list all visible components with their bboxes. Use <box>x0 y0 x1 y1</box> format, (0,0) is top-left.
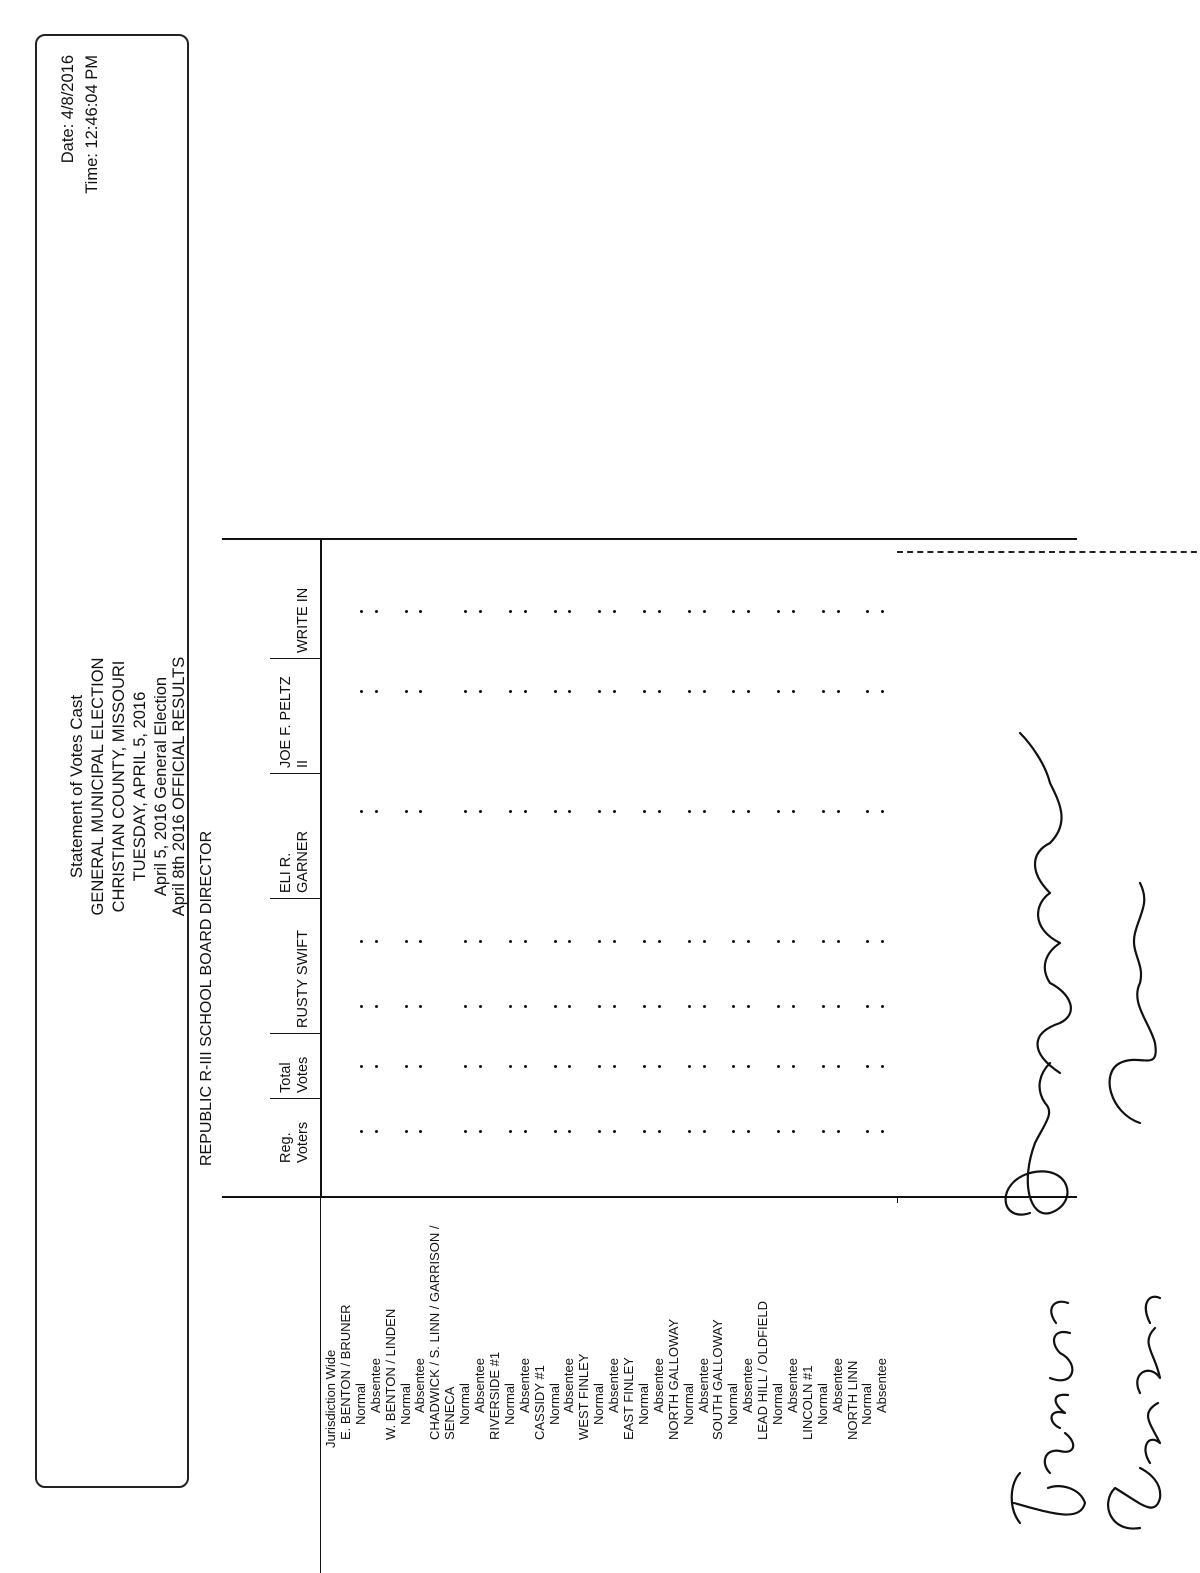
empty-cell-dot <box>375 690 378 693</box>
empty-cell-dot <box>777 810 780 813</box>
empty-cell-dot <box>613 940 616 943</box>
empty-cell-dot <box>598 610 601 613</box>
empty-cell-dot <box>479 1130 482 1133</box>
empty-cell-dot <box>509 690 512 693</box>
empty-cell-dot <box>703 610 706 613</box>
empty-cell-dot <box>479 940 482 943</box>
empty-cell-dot <box>509 1065 512 1068</box>
empty-cell-dot <box>375 1065 378 1068</box>
empty-cell-dot <box>554 610 557 613</box>
empty-cell-dot <box>837 1065 840 1068</box>
empty-cell-dot <box>658 690 661 693</box>
empty-cell-dot <box>792 810 795 813</box>
empty-cell-dot <box>658 1130 661 1133</box>
empty-cell-dot <box>568 940 571 943</box>
row-label: E. BENTON / BRUNER <box>337 1304 353 1440</box>
row-label: Normal <box>591 1383 607 1425</box>
empty-cell-dot <box>658 1065 661 1068</box>
row-label: Absentee <box>412 1358 428 1413</box>
empty-cell-dot <box>613 1005 616 1008</box>
empty-cell-dot <box>732 1005 735 1008</box>
empty-cell-dot <box>881 690 884 693</box>
empty-cell-dot <box>866 1005 869 1008</box>
empty-cell-dot <box>732 940 735 943</box>
empty-cell-dot <box>792 1005 795 1008</box>
empty-cell-dot <box>568 1130 571 1133</box>
empty-cell-dot <box>554 940 557 943</box>
empty-cell-dot <box>643 940 646 943</box>
row-label: Normal <box>397 1383 413 1425</box>
row-label: SENECA <box>442 1386 458 1440</box>
empty-cell-dot <box>554 810 557 813</box>
empty-cell-dot <box>643 1065 646 1068</box>
empty-cell-dot <box>747 1005 750 1008</box>
empty-cell-dot <box>643 690 646 693</box>
empty-cell-dot <box>405 690 408 693</box>
table-right-rule <box>222 538 1077 540</box>
row-label: Absentee <box>784 1358 800 1413</box>
empty-cell-dot <box>524 1005 527 1008</box>
empty-cell-dot <box>777 610 780 613</box>
empty-cell-dot <box>866 1065 869 1068</box>
empty-cell-dot <box>658 610 661 613</box>
empty-cell-dot <box>464 1065 467 1068</box>
row-label: LEAD HILL / OLDFIELD <box>755 1301 771 1440</box>
column-header-line2: II <box>295 759 311 768</box>
empty-cell-dot <box>643 1005 646 1008</box>
signature-3 <box>1006 733 1071 1215</box>
row-label: Normal <box>814 1383 830 1425</box>
empty-cell-dot <box>405 610 408 613</box>
empty-cell-dot <box>703 1005 706 1008</box>
empty-cell-dot <box>568 1065 571 1068</box>
empty-cell-dot <box>554 1130 557 1133</box>
empty-cell-dot <box>613 1065 616 1068</box>
empty-cell-dot <box>613 690 616 693</box>
empty-cell-dot <box>524 1130 527 1133</box>
column-header-line2: Votes <box>295 1056 311 1093</box>
empty-cell-dot <box>866 1130 869 1133</box>
row-label: Normal <box>501 1383 517 1425</box>
empty-cell-dot <box>822 1130 825 1133</box>
report-time: Time: 12:46:04 PM <box>83 55 101 194</box>
empty-cell-dot <box>360 940 363 943</box>
empty-cell-dot <box>792 690 795 693</box>
empty-cell-dot <box>837 810 840 813</box>
empty-cell-dot <box>598 940 601 943</box>
column-separator <box>270 898 320 899</box>
signatures <box>990 643 1200 1543</box>
empty-cell-dot <box>822 690 825 693</box>
empty-cell-dot <box>658 940 661 943</box>
empty-cell-dot <box>866 610 869 613</box>
empty-cell-dot <box>703 940 706 943</box>
empty-cell-dot <box>822 940 825 943</box>
empty-cell-dot <box>360 1065 363 1068</box>
empty-cell-dot <box>658 1005 661 1008</box>
empty-cell-dot <box>688 690 691 693</box>
empty-cell-dot <box>524 1065 527 1068</box>
empty-cell-dot <box>568 690 571 693</box>
empty-cell-dot <box>479 690 482 693</box>
row-label: Absentee <box>650 1358 666 1413</box>
empty-cell-dot <box>822 1065 825 1068</box>
empty-cell-dot <box>419 940 422 943</box>
row-label: Normal <box>457 1383 473 1425</box>
empty-cell-dot <box>568 610 571 613</box>
empty-cell-dot <box>792 610 795 613</box>
empty-cell-dot <box>598 1005 601 1008</box>
empty-cell-dot <box>524 690 527 693</box>
empty-cell-dot <box>464 610 467 613</box>
empty-cell-dot <box>866 940 869 943</box>
row-label: Absentee <box>367 1358 383 1413</box>
row-label: CHADWICK / S. LINN / GARRISON / <box>427 1225 443 1440</box>
empty-cell-dot <box>554 1065 557 1068</box>
empty-cell-dot <box>613 810 616 813</box>
empty-cell-dot <box>464 690 467 693</box>
empty-cell-dot <box>837 1130 840 1133</box>
empty-cell-dot <box>732 690 735 693</box>
election-date-line: TUESDAY, APRIL 5, 2016 <box>131 691 149 882</box>
empty-cell-dot <box>777 690 780 693</box>
empty-cell-dot <box>837 1005 840 1008</box>
empty-cell-dot <box>509 1130 512 1133</box>
empty-cell-dot <box>360 1130 363 1133</box>
empty-cell-dot <box>658 810 661 813</box>
empty-cell-dot <box>524 610 527 613</box>
empty-cell-dot <box>747 610 750 613</box>
column-header-line1: JOE F. PELTZ <box>278 676 294 768</box>
empty-cell-dot <box>732 1065 735 1068</box>
empty-cell-dot <box>479 1005 482 1008</box>
empty-cell-dot <box>881 610 884 613</box>
empty-cell-dot <box>837 690 840 693</box>
row-label: W. BENTON / LINDEN <box>382 1308 398 1440</box>
column-separator <box>270 1098 320 1099</box>
row-label: WEST FINLEY <box>576 1353 592 1440</box>
results-status-line: April 8th 2016 OFFICIAL RESULTS <box>170 656 188 917</box>
empty-cell-dot <box>419 1065 422 1068</box>
empty-cell-dot <box>419 810 422 813</box>
empty-cell-dot <box>375 1005 378 1008</box>
empty-cell-dot <box>568 810 571 813</box>
empty-cell-dot <box>732 610 735 613</box>
empty-cell-dot <box>375 940 378 943</box>
empty-cell-dot <box>777 940 780 943</box>
election-name: GENERAL MUNICIPAL ELECTION <box>89 657 107 916</box>
empty-cell-dot <box>405 1130 408 1133</box>
row-label: Normal <box>680 1383 696 1425</box>
empty-cell-dot <box>777 1065 780 1068</box>
empty-cell-dot <box>419 610 422 613</box>
signature-1 <box>1012 1302 1085 1523</box>
empty-cell-dot <box>688 940 691 943</box>
empty-cell-dot <box>703 1065 706 1068</box>
column-header-line1: ELI R. <box>278 852 294 893</box>
row-label: CASSIDY #1 <box>531 1365 547 1440</box>
crop-mark-left <box>897 1197 898 1203</box>
empty-cell-dot <box>747 940 750 943</box>
row-label: Normal <box>725 1383 741 1425</box>
column-header-line2: GARNER <box>295 830 311 893</box>
empty-cell-dot <box>866 690 869 693</box>
row-label: Absentee <box>561 1358 577 1413</box>
empty-cell-dot <box>792 1065 795 1068</box>
empty-cell-dot <box>881 810 884 813</box>
empty-cell-dot <box>479 810 482 813</box>
empty-cell-dot <box>792 940 795 943</box>
empty-cell-dot <box>598 690 601 693</box>
empty-cell-dot <box>747 1065 750 1068</box>
empty-cell-dot <box>777 1130 780 1133</box>
signature-4 <box>1110 883 1156 1123</box>
column-separator <box>270 773 320 774</box>
empty-cell-dot <box>479 610 482 613</box>
empty-cell-dot <box>360 810 363 813</box>
empty-cell-dot <box>881 1005 884 1008</box>
row-label: Absentee <box>695 1358 711 1413</box>
empty-cell-dot <box>643 610 646 613</box>
empty-cell-dot <box>822 1005 825 1008</box>
row-label: RIVERSIDE #1 <box>486 1351 502 1440</box>
row-label: LINCOLN #1 <box>799 1365 815 1440</box>
row-label: Normal <box>546 1383 562 1425</box>
empty-cell-dot <box>822 610 825 613</box>
empty-cell-dot <box>419 690 422 693</box>
empty-cell-dot <box>643 810 646 813</box>
row-label: Absentee <box>740 1358 756 1413</box>
empty-cell-dot <box>688 810 691 813</box>
empty-cell-dot <box>524 940 527 943</box>
empty-cell-dot <box>598 810 601 813</box>
empty-cell-dot <box>822 810 825 813</box>
county-line: CHRISTIAN COUNTY, MISSOURI <box>110 660 128 913</box>
crop-mark-horizontal <box>897 551 1200 553</box>
report-date: Date: 4/8/2016 <box>59 55 77 164</box>
header-divider-lower <box>320 540 322 1198</box>
column-separator <box>270 1033 320 1034</box>
empty-cell-dot <box>881 1130 884 1133</box>
row-label: Absentee <box>516 1358 532 1413</box>
signature-2 <box>1108 1297 1160 1529</box>
empty-cell-dot <box>419 1005 422 1008</box>
empty-cell-dot <box>479 1065 482 1068</box>
empty-cell-dot <box>598 1130 601 1133</box>
row-label: Normal <box>770 1383 785 1425</box>
contest-title: REPUBLIC R-III SCHOOL BOARD DIRECTOR <box>198 830 215 1166</box>
empty-cell-dot <box>837 940 840 943</box>
empty-cell-dot <box>464 1005 467 1008</box>
empty-cell-dot <box>881 1065 884 1068</box>
empty-cell-dot <box>777 1005 780 1008</box>
row-label: Absentee <box>606 1358 622 1413</box>
empty-cell-dot <box>554 1005 557 1008</box>
column-header-line2: WRITE IN <box>295 587 311 653</box>
row-label: NORTH GALLOWAY <box>665 1318 681 1440</box>
empty-cell-dot <box>464 1130 467 1133</box>
empty-cell-dot <box>509 810 512 813</box>
row-label: Normal <box>635 1383 651 1425</box>
empty-cell-dot <box>688 1005 691 1008</box>
row-label: Normal <box>352 1383 368 1425</box>
empty-cell-dot <box>881 940 884 943</box>
empty-cell-dot <box>524 810 527 813</box>
empty-cell-dot <box>405 1005 408 1008</box>
row-label: Absentee <box>829 1358 845 1413</box>
empty-cell-dot <box>375 610 378 613</box>
empty-cell-dot <box>688 1065 691 1068</box>
column-header-line1: Total <box>278 1062 294 1093</box>
empty-cell-dot <box>464 940 467 943</box>
empty-cell-dot <box>732 1130 735 1133</box>
empty-cell-dot <box>509 940 512 943</box>
empty-cell-dot <box>703 1130 706 1133</box>
empty-cell-dot <box>688 1130 691 1133</box>
row-label: Normal <box>859 1383 875 1425</box>
row-label: Absentee <box>472 1358 487 1413</box>
empty-cell-dot <box>747 1130 750 1133</box>
empty-cell-dot <box>688 610 691 613</box>
empty-cell-dot <box>360 1005 363 1008</box>
row-label: Absentee <box>874 1358 890 1413</box>
empty-cell-dot <box>703 810 706 813</box>
empty-cell-dot <box>866 810 869 813</box>
empty-cell-dot <box>643 1130 646 1133</box>
empty-cell-dot <box>419 1130 422 1133</box>
election-desc-line: April 5, 2016 General Election <box>152 676 170 897</box>
row-label: EAST FINLEY <box>621 1357 636 1440</box>
column-header-line2: RUSTY SWIFT <box>295 929 311 1028</box>
empty-cell-dot <box>509 1005 512 1008</box>
empty-cell-dot <box>405 1065 408 1068</box>
row-label: NORTH LINN <box>844 1360 860 1440</box>
row-label: Jurisdiction Wide <box>323 1349 338 1448</box>
empty-cell-dot <box>732 810 735 813</box>
empty-cell-dot <box>405 810 408 813</box>
empty-cell-dot <box>747 810 750 813</box>
empty-cell-dot <box>360 610 363 613</box>
table-left-rule <box>222 1196 1077 1198</box>
row-label: SOUTH GALLOWAY <box>710 1319 726 1440</box>
empty-cell-dot <box>613 610 616 613</box>
empty-cell-dot <box>360 690 363 693</box>
empty-cell-dot <box>375 1130 378 1133</box>
empty-cell-dot <box>613 1130 616 1133</box>
empty-cell-dot <box>792 1130 795 1133</box>
empty-cell-dot <box>837 610 840 613</box>
empty-cell-dot <box>554 690 557 693</box>
empty-cell-dot <box>464 810 467 813</box>
column-separator <box>270 658 320 659</box>
column-header-line1: Reg. <box>278 1132 294 1163</box>
empty-cell-dot <box>375 810 378 813</box>
empty-cell-dot <box>703 690 706 693</box>
empty-cell-dot <box>747 690 750 693</box>
column-header-line2: Voters <box>295 1121 311 1163</box>
label-column-rule <box>320 1198 321 1573</box>
report-title: Statement of Votes Cast <box>67 694 86 879</box>
empty-cell-dot <box>405 940 408 943</box>
empty-cell-dot <box>568 1005 571 1008</box>
empty-cell-dot <box>598 1065 601 1068</box>
empty-cell-dot <box>509 610 512 613</box>
